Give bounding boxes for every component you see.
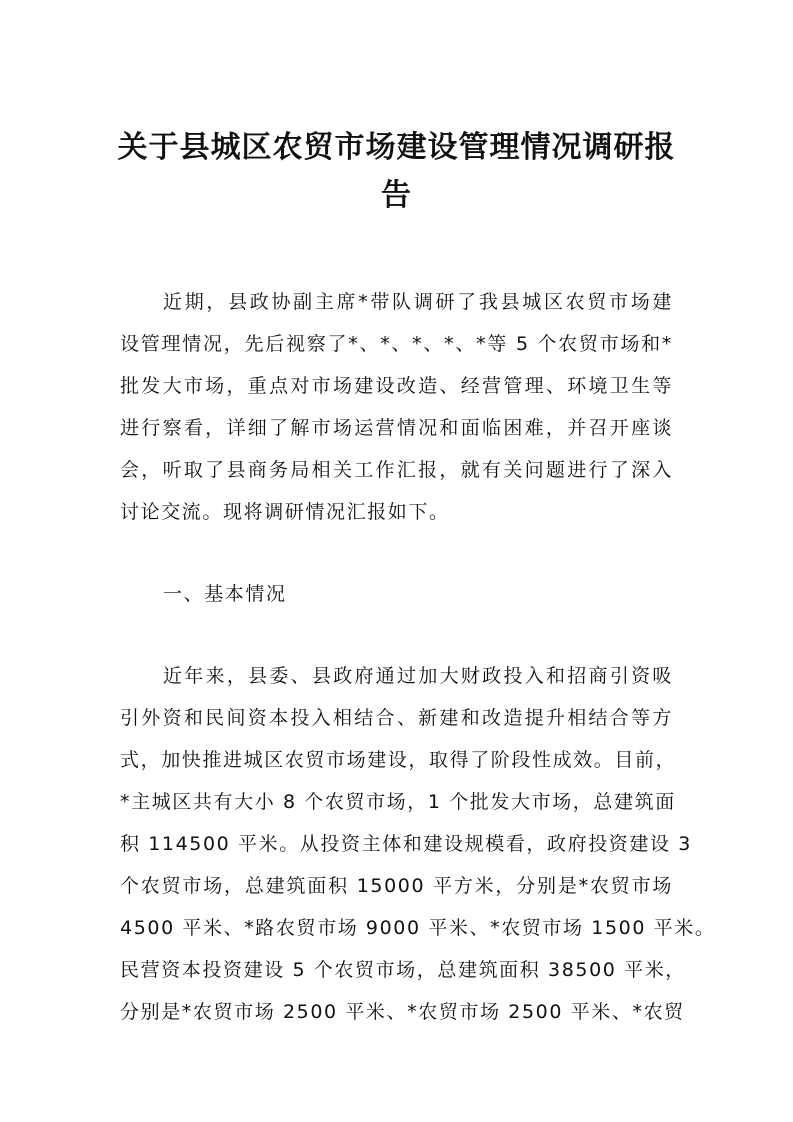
section-heading: 一、基本情况	[163, 583, 287, 605]
intro-line: 会，听取了县商务局相关工作汇报，就有关问题进行了深入	[120, 459, 673, 481]
intro-line: 设管理情况，先后视察了*、*、*、*、*等 5 个农贸市场和*	[120, 333, 673, 355]
intro-line: 近期，县政协副主席*带队调研了我县城区农贸市场建	[163, 291, 673, 313]
section-line: 引外资和民间资本投入相结合、新建和改造提升相结合等方	[120, 707, 673, 729]
section-line: 民营资本投资建设 5 个农贸市场，总建筑面积 38500 平米，	[120, 959, 686, 981]
intro-line: 讨论交流。现将调研情况汇报如下。	[120, 501, 450, 523]
section-line: 近年来，县委、县政府通过加大财政投入和招商引资吸	[163, 665, 673, 687]
section-line: 式，加快推进城区农贸市场建设，取得了阶段性成效。目前，	[120, 749, 677, 771]
section-line: 积 114500 平米。从投资主体和建设规模看，政府投资建设 3	[120, 833, 692, 855]
document-title-line-2: 告	[381, 178, 412, 213]
intro-line: 批发大市场，重点对市场建设改造、经营管理、环境卫生等	[120, 375, 673, 397]
document-title-line-1: 关于县城区农贸市场建设管理情况调研报	[117, 130, 676, 165]
section-line: *主城区共有大小 8 个农贸市场，1 个批发大市场，总建筑面	[120, 791, 676, 813]
section-line: 分别是*农贸市场 2500 平米、*农贸市场 2500 平米、*农贸	[120, 1001, 685, 1023]
section-line: 个农贸市场，总建筑面积 15000 平方米，分别是*农贸市场	[120, 875, 673, 897]
intro-line: 进行察看，详细了解市场运营情况和面临困难，并召开座谈	[120, 417, 673, 439]
section-line: 4500 平米、*路农贸市场 9000 平米、*农贸市场 1500 平米。	[120, 917, 716, 939]
